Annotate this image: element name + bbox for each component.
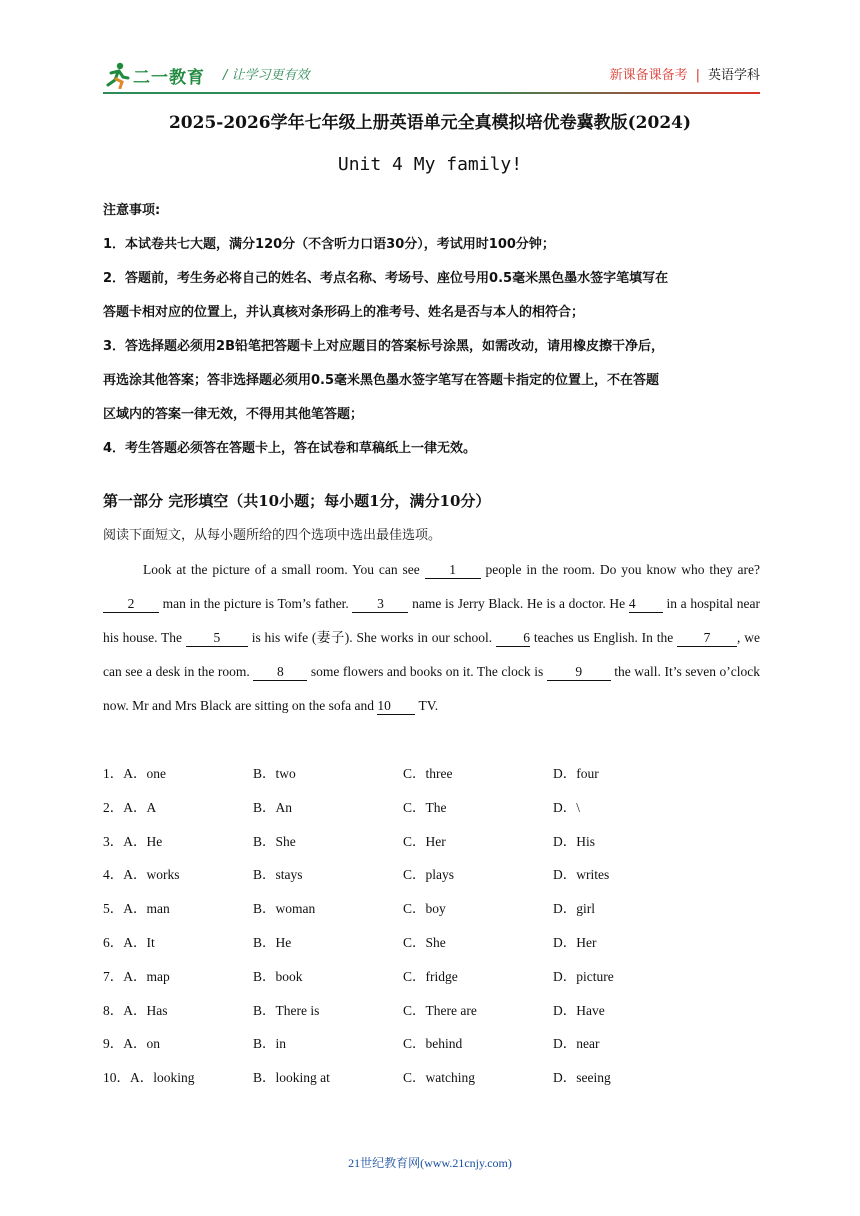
notes-item: 4．考生答题必须答在答题卡上，答在试卷和草稿纸上一律无效。 xyxy=(103,441,477,456)
option-c: C．behind xyxy=(403,1036,463,1052)
passage-text: TV. xyxy=(415,698,439,713)
option-a: 4．A．works xyxy=(103,867,180,883)
question-options xyxy=(103,757,763,1095)
question-row xyxy=(103,825,763,859)
page-footer: 21世纪教育网(www.21cnjy.com) xyxy=(348,1156,512,1170)
passage-text: Look at the picture of a small room. You can see xyxy=(143,562,425,577)
option-c: C．plays xyxy=(403,867,455,883)
header-separator: | xyxy=(695,68,700,83)
header-divider xyxy=(103,92,760,94)
cloze-passage xyxy=(103,553,760,723)
notes-item: 再选涂其他答案；答非选择题必须用0.5毫米黑色墨水签字笔写在答题卡指定的位置上，不在答题 xyxy=(103,373,660,388)
question-row xyxy=(103,1027,763,1061)
option-d: D．girl xyxy=(553,901,595,917)
option-c: C．three xyxy=(403,766,453,781)
option-d: D．four xyxy=(553,766,599,781)
passage-text: the wall. It’s seven o’clock now. Mr and Mrs Black are sitting on the sofa and xyxy=(103,664,760,713)
passage-text: some flowers and books on it. The clock is xyxy=(307,664,547,679)
option-b: B．in xyxy=(253,1036,287,1052)
option-d: D．Her xyxy=(553,934,597,950)
notes-section xyxy=(103,194,763,466)
option-c: C．boy xyxy=(403,901,446,917)
option-c: C．The xyxy=(403,799,447,815)
passage-text: , we can see a desk in the room. xyxy=(103,630,760,679)
blank-6: 6 xyxy=(496,630,530,647)
option-b: B．woman xyxy=(253,901,316,917)
notes-item: 1．本试卷共七大题，满分120分（不含听力口语30分），考试用时100分钟； xyxy=(103,237,555,252)
option-d: D．\ xyxy=(553,799,580,815)
page-header xyxy=(103,52,760,98)
blank-1: 1 xyxy=(425,562,481,579)
option-d: D．near xyxy=(553,1036,600,1052)
option-a: 3．A．He xyxy=(103,833,163,849)
logo-text: 二一教育 xyxy=(133,67,205,88)
blank-8: 8 xyxy=(253,664,307,681)
option-b: B．She xyxy=(253,833,296,849)
blank-4: 4 xyxy=(629,596,663,613)
question-row xyxy=(103,757,763,791)
passage-text: is his wife (妻子). She works in our school. xyxy=(247,630,496,645)
passage-text: man in the picture is Tom’s father. xyxy=(159,596,353,611)
page-subtitle: Unit 4 My family! xyxy=(337,154,523,175)
blank-5: 5 xyxy=(186,630,248,647)
brand-logo xyxy=(103,60,205,90)
option-d: D．seeing xyxy=(553,1070,611,1086)
question-row xyxy=(103,926,763,960)
option-d: D．Have xyxy=(553,1002,605,1018)
option-a: 7．A．map xyxy=(103,968,170,984)
header-subject xyxy=(610,64,760,83)
option-d: D．His xyxy=(553,833,596,849)
option-a: 2．A．A xyxy=(103,799,157,815)
option-b: B．book xyxy=(253,968,303,984)
question-row xyxy=(103,858,763,892)
blank-7: 7 xyxy=(677,630,737,647)
option-b: B．An xyxy=(253,799,293,815)
option-d: D．picture xyxy=(553,968,614,984)
option-c: C．Her xyxy=(403,833,446,849)
page-title: 2025-2026学年七年级上册英语单元全真模拟培优卷冀教版(2024) xyxy=(168,113,692,133)
notes-item: 2．答题前，考生务必将自己的姓名、考点名称、考场号、座位号用0.5毫米黑色墨水签字笔填写在 xyxy=(103,271,669,286)
blank-9: 9 xyxy=(547,664,611,681)
runner-logo-icon xyxy=(103,61,131,89)
option-b: B．looking at xyxy=(253,1070,330,1086)
question-row xyxy=(103,960,763,994)
option-c: C．fridge xyxy=(403,968,458,984)
option-a: 9．A．on xyxy=(103,1036,160,1052)
option-b: B．He xyxy=(253,934,292,950)
option-b: B．stays xyxy=(253,867,303,883)
option-a: 10．A．looking xyxy=(103,1070,195,1086)
header-label-course: 新课备课备考 xyxy=(609,68,688,83)
notes-item: 区域内的答案一律无效，不得用其他笔答题； xyxy=(103,407,364,422)
notes-item: 3．答选择题必须用2B铅笔把答题卡上对应题目的答案标号涂黑，如需改动，请用橡皮擦干净后， xyxy=(103,339,665,354)
blank-2: 2 xyxy=(103,596,159,613)
option-c: C．There are xyxy=(403,1002,477,1018)
passage-text: name is Jerry Black. He is a doctor. He xyxy=(408,596,629,611)
passage-text: people in the room. Do you know who they are? xyxy=(480,562,760,577)
option-d: D．writes xyxy=(553,867,610,883)
option-a: 8．A．Has xyxy=(103,1002,168,1018)
passage-text: teaches us English. In the xyxy=(529,630,678,645)
notes-heading: 注意事项: xyxy=(103,203,161,218)
option-b: B．There is xyxy=(253,1002,320,1018)
section-instruction: 阅读下面短文，从每小题所给的四个选项中选出最佳选项。 xyxy=(103,528,442,543)
blank-3: 3 xyxy=(352,596,408,613)
option-a: 1．A．one xyxy=(103,766,166,781)
question-row xyxy=(103,892,763,926)
option-c: C．She xyxy=(403,934,446,950)
slogan: / 让学习更有效 xyxy=(223,68,310,83)
section-title: 第一部分 完形填空（共10小题；每小题1分，满分10分） xyxy=(103,492,491,510)
option-b: B．two xyxy=(253,766,296,781)
question-row xyxy=(103,1061,763,1095)
passage-text: in a hospital near his house. The xyxy=(103,596,760,645)
header-label-subject: 英语学科 xyxy=(707,68,760,83)
option-a: 5．A．man xyxy=(103,901,170,917)
question-row xyxy=(103,994,763,1028)
question-row xyxy=(103,791,763,825)
notes-item: 答题卡相对应的位置上，并认真核对条形码上的准考号、姓名是否与本人的相符合； xyxy=(103,305,585,320)
option-a: 6．A．It xyxy=(103,934,155,950)
option-c: C．watching xyxy=(403,1070,475,1086)
blank-10: 10 xyxy=(377,698,415,715)
